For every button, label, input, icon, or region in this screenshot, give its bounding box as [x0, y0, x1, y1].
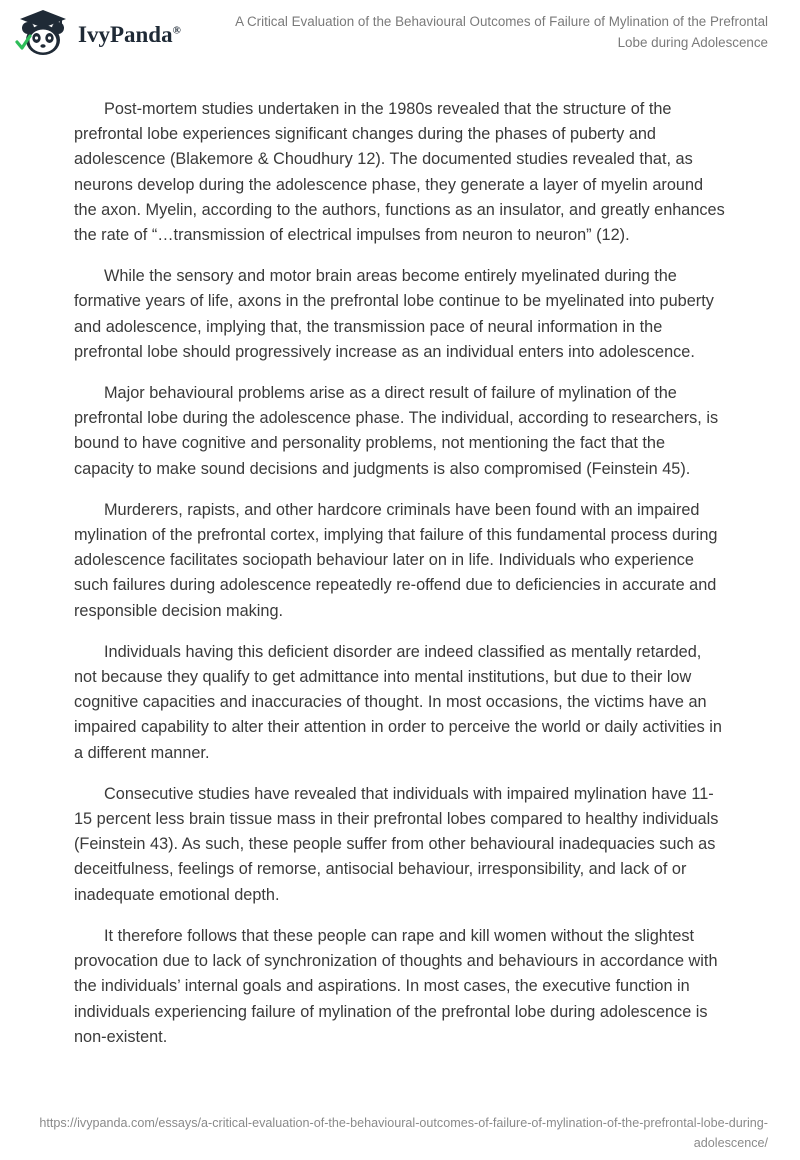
paragraph: Consecutive studies have revealed that individuals with impaired mylination have 11-15 percent less brain tissue mass in their prefrontal lobes compared to healthy individuals (Feinstein 43). As such, these people suffer from other behavioural inadequacies such as deceitfulness, feelings of remorse, antisocial behaviour, irresponsibility, and lack of or inadequate emotional depth.: [74, 784, 719, 904]
paragraph: Individuals having this deficient disorder are indeed classified as mentally retarded, not because they qualify to get admittance into mental institutions, but due to their low cognitive capacities and inaccuracies of thought. In most occasions, the victims have an impaired capability to alter their attention in order to perceive the world or daily activities in a different manner.: [74, 642, 722, 762]
document-title: A Critical Evaluation of the Behavioural Outcomes of Failure of Mylination of the Prefrontal Lobe during Adolescence: [235, 14, 768, 50]
brand-logo[interactable]: [14, 8, 181, 58]
brand-name: [78, 22, 181, 48]
essay-body: [74, 97, 728, 1066]
paragraph: While the sensory and motor brain areas become entirely myelinated during the formative years of life, axons in the prefrontal lobe continue to be myelinated into puberty and adolescence, implying that, the transmission pace of neural information in the prefrontal lobe should progressively increase as an individual enters into adolescence.: [74, 267, 714, 361]
panda-graduate-icon: [14, 8, 72, 58]
paragraph: It therefore follows that these people can rape and kill women without the slightest provocation due to lack of synchronization of thoughts and behaviours in accordance with the individuals’ internal goals and aspirations. In most cases, the executive function in individuals experiencing failure of mylination of the prefrontal lobe during adolescence is non-existent.: [74, 926, 718, 1046]
brand-name-text: IvyPanda: [78, 22, 173, 47]
registered-mark: ®: [172, 24, 181, 37]
paragraph: Murderers, rapists, and other hardcore criminals have been found with an impaired mylination of the prefrontal cortex, implying that failure of this fundamental process during adolescence facilitates sociopath behaviour later on in life. Individuals who experience such failures during adolescence repeatedly re-offend due to deficiencies in accurate and responsible decision making.: [74, 500, 718, 620]
source-url[interactable]: https://ivypanda.com/essays/a-critical-evaluation-of-the-behavioural-outcomes-of-failure-of-mylination-of-the-prefrontal-lobe-during-adolescence/: [39, 1116, 768, 1150]
page-header: [0, 0, 800, 70]
paragraph: Major behavioural problems arise as a direct result of failure of mylination of the prefrontal lobe during the adolescence phase. The individual, according to researchers, is bound to have cognitive and personality problems, not mentioning the fact that the capacity to make sound decisions and judgments is also compromised (Feinstein 45).: [74, 384, 719, 478]
paragraph: Post-mortem studies undertaken in the 1980s revealed that the structure of the prefrontal lobe experiences significant changes during the phases of puberty and adolescence (Blakemore & Choudhury 12). The documented studies revealed that, as neurons develop during the adolescence phase, they generate a layer of myelin around the axon. Myelin, according to the authors, functions as an insulator, and greatly enhances the rate of “…transmission of electrical impulses from neuron to neuron” (12).: [74, 100, 725, 245]
